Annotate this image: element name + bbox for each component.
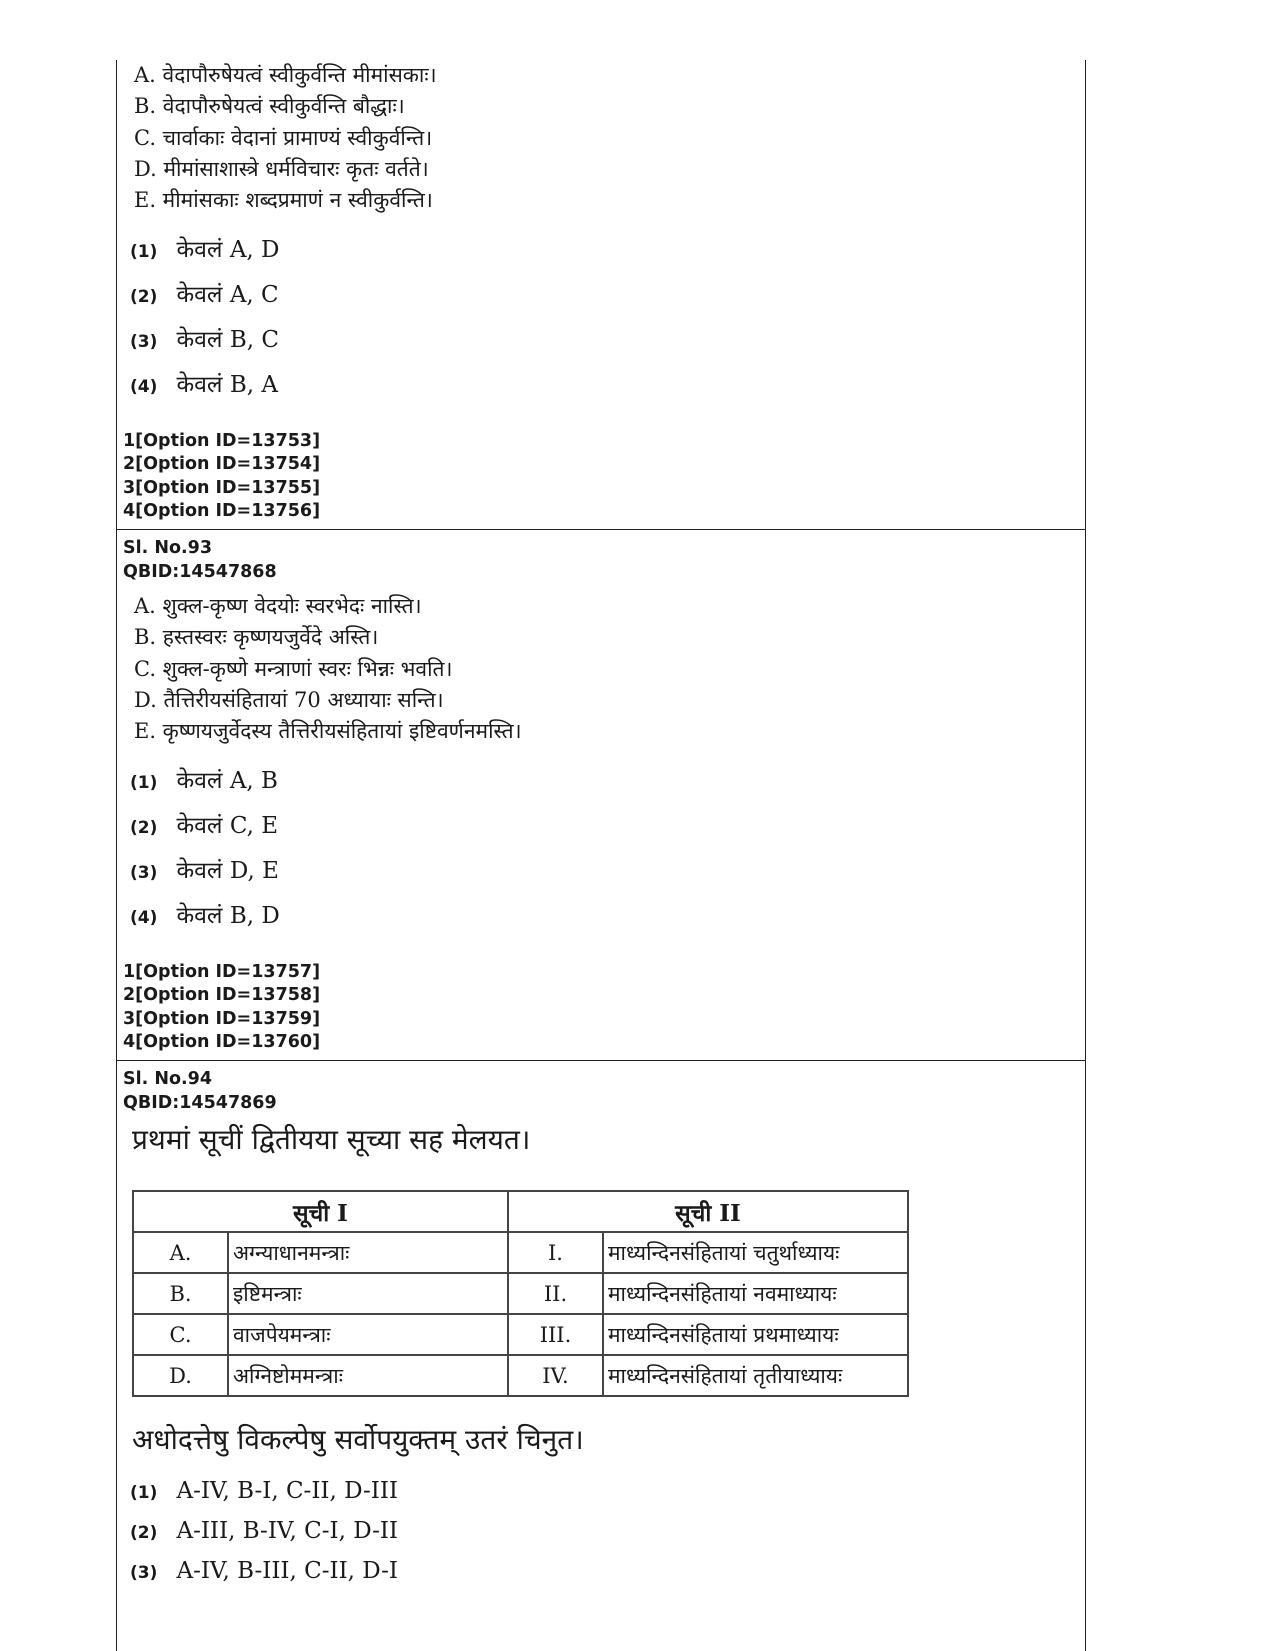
statement: E. कृष्णयजुर्वेदस्य तैत्तिरीयसंहितायां इष्टिवर्णनमस्ति। [134, 719, 522, 743]
statement: A. वेदापौरुषेयत्वं स्वीकुर्वन्ति मीमांसकाः। [134, 63, 437, 87]
option-number: (4) [130, 377, 158, 397]
option-text: केवलं B, A [176, 372, 278, 398]
divider [116, 1060, 1086, 1061]
option-id: 1[Option ID=13753] [123, 431, 321, 451]
statement: A. शुक्ल-कृष्ण वेदयोः स्वरभेदः नास्ति। [134, 594, 422, 618]
option-number: (3) [130, 1563, 158, 1583]
option[interactable] [130, 898, 280, 930]
table-header-row [133, 1191, 908, 1232]
list2-value: माध्यन्दिनसंहितायां तृतीयाध्यायः [603, 1355, 908, 1396]
question-instruction: प्रथमां सूचीं द्वितीयया सूच्या सह मेलयत। [132, 1123, 531, 1156]
list1-key: C. [133, 1314, 228, 1355]
list2-key: III. [508, 1314, 603, 1355]
list2-value: माध्यन्दिनसंहितायां नवमाध्यायः [603, 1273, 908, 1314]
option-id: 3[Option ID=13755] [123, 478, 321, 498]
answer-prompt: अधोदत्तेषु विकल्पेषु सर्वोपयुक्तम् उतरं चिनुत। [132, 1423, 584, 1456]
option-text: केवलं C, E [176, 813, 279, 839]
option[interactable] [130, 367, 278, 399]
list-header: सूची II [508, 1191, 908, 1232]
statement: B. हस्तस्वरः कृष्णयजुर्वेदे अस्ति। [134, 625, 379, 649]
option-text: केवलं B, C [176, 327, 279, 353]
option-text: केवलं A, C [176, 282, 279, 308]
list2-key: I. [508, 1232, 603, 1273]
option-number: (3) [130, 863, 158, 883]
list2-key: IV. [508, 1355, 603, 1396]
option-text: A-IV, B-III, C-II, D-I [176, 1558, 399, 1584]
statement: C. चार्वाकाः वेदानां प्रामाण्यं स्वीकुर्वन्ति। [134, 126, 433, 150]
list2-value: माध्यन्दिनसंहितायां चतुर्थाध्यायः [603, 1232, 908, 1273]
list1-key: A. [133, 1232, 228, 1273]
option-id: 2[Option ID=13758] [123, 985, 321, 1005]
option-text: केवलं A, D [176, 237, 280, 263]
list1-value: अग्निष्टोममन्त्राः [228, 1355, 508, 1396]
table-row [133, 1355, 908, 1396]
option[interactable] [130, 1518, 398, 1544]
option-number: (3) [130, 332, 158, 352]
option-id: 4[Option ID=13756] [123, 501, 321, 521]
statement: D. तैत्तिरीयसंहितायां 70 अध्यायाः सन्ति। [134, 688, 444, 712]
option[interactable] [130, 322, 279, 354]
table-row [133, 1314, 908, 1355]
option-number: (1) [130, 773, 158, 793]
statement: E. मीमांसकाः शब्दप्रमाणं न स्वीकुर्वन्ति। [134, 188, 433, 212]
qbid: QBID:14547868 [123, 562, 277, 582]
divider [116, 529, 1086, 530]
option-text: केवलं D, E [176, 858, 279, 884]
list1-value: इष्टिमन्त्राः [228, 1273, 508, 1314]
option-number: (2) [130, 1523, 158, 1543]
statement: C. शुक्ल-कृष्णे मन्त्राणां स्वरः भिन्नः भवति। [134, 657, 453, 681]
option-id: 4[Option ID=13760] [123, 1032, 321, 1052]
serial-number: Sl. No.94 [123, 1069, 213, 1089]
list1-key: D. [133, 1355, 228, 1396]
option-number: (4) [130, 908, 158, 928]
option-id: 3[Option ID=13759] [123, 1009, 321, 1029]
list1-value: अग्न्याधानमन्त्राः [228, 1232, 508, 1273]
option-text: A-IV, B-I, C-II, D-III [176, 1478, 399, 1504]
option-id: 1[Option ID=13757] [123, 962, 321, 982]
list2-key: II. [508, 1273, 603, 1314]
option-number: (1) [130, 1483, 158, 1503]
option[interactable] [130, 808, 278, 840]
option-id: 2[Option ID=13754] [123, 454, 321, 474]
qbid: QBID:14547869 [123, 1093, 277, 1113]
option-number: (2) [130, 818, 158, 838]
option-number: (2) [130, 287, 158, 307]
list1-key: B. [133, 1273, 228, 1314]
option-number: (1) [130, 242, 158, 262]
option[interactable] [130, 232, 280, 264]
option-text: केवलं B, D [176, 903, 280, 929]
serial-number: Sl. No.93 [123, 538, 213, 558]
option[interactable] [130, 277, 279, 309]
option-text: केवलं A, B [176, 768, 278, 794]
statement: B. वेदापौरुषेयत्वं स्वीकुर्वन्ति बौद्धाः। [134, 94, 405, 118]
option-text: A-III, B-IV, C-I, D-II [176, 1518, 399, 1544]
list2-value: माध्यन्दिनसंहितायां प्रथमाध्यायः [603, 1314, 908, 1355]
option[interactable] [130, 853, 279, 885]
table-row [133, 1232, 908, 1273]
statement: D. मीमांसाशास्त्रे धर्मविचारः कृतः वर्तते। [134, 157, 429, 181]
option[interactable] [130, 763, 278, 795]
option[interactable] [130, 1478, 398, 1504]
option[interactable] [130, 1558, 398, 1584]
table-row [133, 1273, 908, 1314]
list1-value: वाजपेयमन्त्राः [228, 1314, 508, 1355]
match-table [132, 1190, 909, 1397]
list-header: सूची I [133, 1191, 508, 1232]
